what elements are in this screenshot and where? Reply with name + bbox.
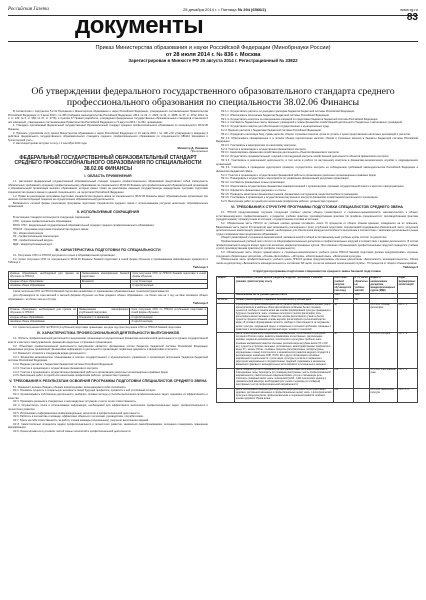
paragraph: ОК 2. Организовывать собственную деятельность, выбирать типовые методы и способы выполнения профессиональных задач, оценивать их эффективность и качество. <box>8 393 208 400</box>
table-cell <box>353 368 369 388</box>
table-cell: среднее общее образование <box>9 279 81 284</box>
order-registration: Зарегистрирован в Минюсте РФ 25 августа 2014 г. Регистрационный № 33822 <box>128 58 298 64</box>
paragraph: 5.2.5. Выполнение работ по одной или нескольким профессиям рабочих, должностям служащих. <box>221 200 339 204</box>
paragraph: 4.3.4. Участие в организации и осуществлении финансовой работы в организациях различных организационно-правовых форм. <box>13 370 169 374</box>
table-cell: 3 года 10 месяцев <box>130 320 208 325</box>
paragraph: ОК 7. Брать на себя ответственность за работу членов команды (подчиненных), результат выполнения заданий. <box>13 419 149 423</box>
site-url[interactable]: www.rg.ru <box>400 6 418 12</box>
paragraph: Профессиональный учебный цикл состоит из общепрофессиональных дисциплин и профессиональных модулей в соответствии с видами деятельности. В состав профессионального модуля входит один или несколько междисциплинарных курсов. При освоении обучающимися профессиональных модулей проводятся учебная и (или) производственная практика (по профилю специальности). <box>216 240 418 251</box>
section-heading: II. ИСПОЛЬЗУЕМЫЕ СОКРАЩЕНИЯ <box>76 210 140 215</box>
table-cell: 2 года 10 месяцев <box>130 315 208 320</box>
table-cell: 1332 <box>353 294 369 299</box>
table-row <box>9 320 208 325</box>
paragraph: ОК 6. Работать в коллективе и команде, эффективно общаться с коллегами, руководством, потребителями. <box>13 415 144 419</box>
table-cell: Срок получения СПО по ППССЗ базовой подготовки в очной форме обучения <box>132 272 206 279</box>
paragraph: ПМ - профессиональный модуль; <box>13 239 54 243</box>
paragraph: 3.1. Получение СПО по ППССЗ допускается только в образовательной организации. <box>13 254 116 258</box>
issue-number: № 294 (6566/2) <box>237 6 266 12</box>
paragraph: 4.3.1. Финансово-экономическое планирование в секторе государственного и муниципального управления и организация исполнения бюджетов бюджетной системы Российской Федерации. <box>8 355 208 363</box>
table-cell: 1 год 10 месяцев <box>131 279 208 284</box>
table-header-cell: Индекс <box>217 277 235 294</box>
paragraph: ПК 1.2. Обеспечивать исполнение бюджетов бюджетной системы Российской Федерации. <box>221 113 330 117</box>
paragraph: ПК 1.3. Осуществлять контроль за совершением операций со средствами бюджетов бюджетной системы Российской Федерации. <box>221 117 379 121</box>
table-cell <box>353 332 369 368</box>
table-row <box>9 271 208 279</box>
paragraph: 1.1. Настоящий федеральный государственный образовательный стандарт среднего профессионального образования представляет собой совокупность обязательных требований к среднему профессиональному образованию по специальности 38.02.06 Финансы для профессиональной образовательной организации и образовательной организации высшего образования, которые имеют право на реализацию имеющих государственную аккредитацию программ подготовки специалистов среднего звена по данной специальности, на территории Российской Федерации. <box>8 180 208 194</box>
table-2 <box>8 307 208 325</box>
paragraph: МДК - междисциплинарный курс. <box>13 243 53 247</box>
paragraph: ОК 3. Принимать решения в стандартных и нестандартных ситуациях и нести за них ответственность. <box>13 400 137 404</box>
table-cell: ОГСЭ.00 <box>217 298 235 303</box>
table-cell <box>217 303 235 332</box>
intro-paragraph: 2. Признать утратившим силу приказ Министерства образования и науки Российской Федерации от 16 марта 2010 г. № 190 «Об утверждении и введении в действие федерального государственного образовательного стандарта среднего профессионального образования по специальности 080114 Экономика и бухгалтерский учет». <box>8 131 208 142</box>
paragraph: 5.2.4. Участие в организации и осуществлении финансовой работы в организациях различных организационно-правовых форм. <box>221 173 377 177</box>
table-cell: 316 <box>333 388 353 402</box>
table-label: Таблица 3 <box>402 265 418 270</box>
paragraph: 6.3. Обязательная часть общего гуманитарного и социально-экономического учебного цикла ППССЗ базовой подготовки должна предусматривать изучение следующих обязательных дисциплин: «Основы философии», «История», «Иностранный язык», «Физическая культура». <box>216 251 418 258</box>
paragraph: для обучающихся по очно-заочной и заочной формам обучения: на базе среднего общего образования - не более чем на 1 год; на базе основного общего образования - не более чем на 1,5 года. <box>8 294 208 301</box>
intro-paragraph: 3. Настоящий приказ вступает в силу с 1 сентября 2014 года. <box>13 142 88 146</box>
paragraph: 3.2. Сроки получения СПО по специальности 38.02.06 Финансы базовой подготовки в очной форме обучения и присваиваемая квалификация приводятся в Таблице 1. <box>8 257 208 265</box>
paragraph: 4.3.5. Выполнение работ по одной или нескольким профессиям рабочих, должностям служащих. <box>13 374 131 378</box>
section-heading: VI. ТРЕБОВАНИЯ К СТРУКТУРЕ ПРОГРАММЫ ПОДГОТОВКИ СПЕЦИАЛИСТОВ СРЕДНЕГО ЗВЕНА <box>230 205 404 210</box>
paragraph: 4.1. Область профессиональной деятельности выпускников: организация и осуществление финансово-экономической деятельности в органах государственной власти и местного самоуправления, финансово-кредитных и страховых организациях. <box>8 337 208 344</box>
paragraph: ОК 4. Осуществлять поиск и использование информации, необходимой для эффективного выполнения профессиональных задач, профессионального и личностного развития. <box>8 404 208 411</box>
section-heading: IV. ХАРАКТЕРИСТИКА ПРОФЕССИОНАЛЬНОЙ ДЕЯТЕЛЬНОСТИ ВЫПУСКНИКОВ <box>36 331 180 336</box>
paragraph: СПО - среднее профессиональное образование; <box>13 220 73 224</box>
table-cell: ОГСЭ.04. Физическая культура <box>369 388 397 402</box>
paragraph: ФГОС СПО - федеральный государственный образовательный стандарт среднего профессионального образования; <box>13 224 155 228</box>
section-heading: V. ТРЕБОВАНИЯ К РЕЗУЛЬТАТАМ ОСВОЕНИЯ ПРОГРАММЫ ПОДГОТОВКИ СПЕЦИАЛИСТОВ СРЕДНЕГО ЗВЕНА <box>9 379 207 384</box>
table-cell: 48 <box>333 303 353 332</box>
table-cell <box>217 368 235 388</box>
section-heading: III. ХАРАКТЕРИСТИКА ПОДГОТОВКИ ПО СПЕЦИАЛЬНОСТИ <box>55 248 161 253</box>
table-cell: 48 <box>333 332 353 368</box>
table-cell: ОК 1 - 9 <box>397 303 417 332</box>
table-cell: ОГСЭ.02. История <box>369 332 397 368</box>
table-row <box>217 388 418 402</box>
paragraph: ППССЗ - программа подготовки специалистов среднего звена; <box>13 227 89 231</box>
paragraph: 4.3.3. Участие в организации и осуществлении финансового контроля. <box>13 366 99 370</box>
table-cell: ОК 1 - 9 <box>397 332 417 368</box>
paragraph: ПК 3.2. Осуществлять предварительный, текущий и последующий контроль хозяйственной деятельности объектов финансового контроля. <box>221 155 390 159</box>
table-cell: Специалист по финансам <box>77 315 130 320</box>
table-cell: ОК 1 - 9 <box>397 368 417 388</box>
table-cell: Наименование квалификации базовой подготовки <box>81 272 130 279</box>
paragraph: 5.2.2. Ведение расчетов с бюджетами бюджетной системы Российской Федерации. <box>221 128 322 132</box>
paragraph: ОК 1. Понимать сущность и социальную значимость своей будущей профессии, проявлять к ней устойчивый интерес. <box>13 389 157 393</box>
table-header-cell: Всего макс. учебной нагрузки обучающегося (час./нед.) <box>333 277 353 294</box>
order-line-2: от 28 июля 2014 г. № 836 г. Москва <box>165 51 261 58</box>
paragraph: 4.3.2. Ведение расчетов с бюджетами бюджетной системы Российской Федерации. <box>13 363 114 367</box>
paragraph: ПК 4.4. Оформлять финансовые документы и отчеты. <box>221 188 287 192</box>
table-header-cell: Коды формируемых компетенций <box>397 277 417 294</box>
table-row <box>217 303 418 332</box>
paragraph: ПК 3.1. Анализировать финансово-хозяйственную деятельность объектов финансового контроля. <box>221 151 340 155</box>
paragraph: ПК 1.5. Осуществлять закупки для обеспечения государственных и муниципальных нужд. <box>221 125 330 129</box>
table-cell: 392 <box>353 298 369 303</box>
paragraph: ПК 2.1. Определять налоговую базу, суммы налогов, сборов, страховых взносов, сроки их уплаты и сроки представления налоговых деклараций и расчетов. <box>221 132 411 136</box>
table-cell: ОГСЭ.01. Основы философии <box>369 303 397 332</box>
paragraph: ПК 3.3. Участвовать в ревизионной деятельности, в том числе в работе по внутреннему контролю в финансово-экономических службах и подразделениях организаций. <box>216 159 418 166</box>
paragraph: ОК 9. Ориентироваться в условиях частой смены технологий в профессиональной деятельности. <box>13 430 132 434</box>
table-row <box>217 368 418 388</box>
paragraph: ПК 1.1. Осуществлять расчеты по доходам и расходам бюджетов бюджетной системы Российской Федерации. <box>221 110 355 113</box>
paragraph: 5.2.3. Участие в организации и осуществлении финансового контроля. <box>221 147 307 151</box>
table-1 <box>8 271 208 289</box>
table-label: Таблица 1 <box>192 264 208 269</box>
paragraph: 5.1. Финансист должен обладать общими компетенциями, включающими в себя способность: <box>13 385 127 389</box>
paragraph: ПК 4.5. Проводить мониторинг финансовых рынков, финансовых инструментов, кредитоспособности заемщиков. <box>221 192 359 196</box>
table-cell: основное общее образование <box>9 320 78 325</box>
table-cell <box>77 320 130 325</box>
paragraph: 4.2. Объектами профессиональной деятельности выпускников являются: финансовые потоки бюджетов бюджетной системы Российской Федерации; финансовые ресурсы организаций; финансовая информация о деятельности организаций; первичные документы и финансовая отчетность. <box>8 344 208 352</box>
section-heading: I. ОБЛАСТЬ ПРИМЕНЕНИЯ <box>84 174 132 179</box>
paragraph: ПК 2.3. Участвовать в мероприятиях по налоговому контролю. <box>221 143 297 147</box>
table-cell <box>353 388 369 402</box>
table-header-cell: В т.ч. часов обязательных учебных занятий <box>354 277 368 292</box>
table-row <box>9 308 208 316</box>
table-cell <box>217 388 235 402</box>
paragraph: Возможность сетевой формы реализации программы подготовки специалистов среднего звена с использованием ресурсов нескольких образовательных организаций. <box>8 201 208 209</box>
appendix-label: Приложение <box>190 149 208 154</box>
table-cell: основное общее образование <box>9 284 81 289</box>
table-cell: среднее общее образование <box>9 315 78 320</box>
table-header-cell: Наименование учебных циклов, разделов, модулей, требования к знаниям, умениям, практическому опыту <box>235 277 334 294</box>
minister-signature: Министр Д. Ливанов <box>177 145 208 150</box>
signature-block <box>8 147 208 154</box>
table-cell: Уровень образования, необходимый для приема на обучение по ППССЗ <box>10 272 79 279</box>
intro-paragraph: В соответствии с подпунктом 5.2.41 Положения о Министерстве образования и науки Российской Федерации, утвержденного постановлением Правительства Российской Федерации от 3 июня 2013 г. № 466 (Собрание законодательства Российской Федерации, 2013, № 23, ст. 2923; № 33, ст. 4386; № 37, ст. 4702; 2014, № 2, ст. 126; № 6, ст. 582; № 27, ст. 3776), и пунктом 17 Правил разработки, утверждения федеральных государственных образовательных стандартов и внесения в них изменений, утвержденных постановлением Правительства Российской Федерации от 5 августа 2013 г. № 661, приказываю: <box>8 110 208 124</box>
table-caption: Структура программы подготовки специалистов среднего звена базовой подготовки <box>253 269 381 274</box>
table-cell <box>353 303 369 332</box>
masthead <box>8 3 418 23</box>
order-header <box>40 45 386 65</box>
issue-info <box>183 7 266 12</box>
paragraph: ПК 1.4. Составлять бюджетные сметы казенных учреждений и планы финансово-хозяйственной деятельности бюджетных и автономных учреждений. <box>221 121 403 125</box>
paragraph: ОК - общая компетенция; <box>13 231 44 235</box>
paragraph: 6.1. ППССЗ предусматривает изучение следующих учебных циклов: общего гуманитарного и социально-экономического; математического и общего естественнонаучного; профессионального; и разделов: учебная практика; производственная практика (по профилю специальности); производственная практика (преддипломная); промежуточная аттестация; государственная итоговая аттестация. <box>216 211 418 222</box>
paragraph: ПК - профессиональная компетенция; <box>13 235 60 239</box>
paragraph: ПК 4.3. Обеспечивать осуществление финансовых взаимоотношений с организациями, органами государственной власти и местного самоуправления. <box>221 185 405 189</box>
table-cell: уметь: использовать физкультурно-оздоровительную деятельность для укрепления здоровья, достижения жизненных и профессиональных целей; знать: о роли физической культуры в общекультурном, профессиональном и социальном развитии человека; основы здорового образа жизни; <box>235 389 332 401</box>
table-cell: Уровень образования, необходимый для приема на обучение по ППССЗ <box>10 308 76 315</box>
table-cell: уметь: ориентироваться в современной экономической, политической и культурной ситуации в России и мире; выявлять взаимосвязь отечественных, региональных, мировых социально-экономических, политических и культурных проблем; знать: основные направления развития ключевых регионов мира на рубеже веков (XX и XXI вв.); сущность и причины локальных, региональных, межгосударственных конфликтов в конце XX - начале XXI вв.; основные процессы (интеграционные, поликультурные, миграционные и иные) политического и экономического развития ведущих государств и регионов мира; назначение ООН, НАТО, ЕС и других организаций и основные направления их деятельности; о роли науки, культуры и религии в сохранении и укреплении национальных и государственных традиций; содержание и назначение важнейших правовых и законодательных актов мирового и регионального значения; <box>235 332 334 368</box>
standard-heading: ФЕДЕРАЛЬНЫЙ ГОСУДАРСТВЕННЫЙ ОБРАЗОВАТЕЛЬНЫЙ СТАНДАРТ СРЕДНЕГО ПРОФЕССИОНАЛЬНОГО ОБРАЗОВАНИЯ ПО СПЕЦИАЛЬНОСТИ 38.02.06 ФИНАНСЫ <box>14 154 202 173</box>
paragraph: ПК 4.6. Участвовать в организации и осуществлении внутреннего контроля финансово-хозяйственной деятельности организации. <box>221 196 379 200</box>
issue-date: 25 декабря 2014 г. • Пятница <box>183 6 237 12</box>
paragraph: ПК 2.2. Обеспечивать своевременное и в полном объеме перечисление налогов, сборов и страховых взносов в бюджеты бюджетной системы Российской Федерации. <box>216 136 418 144</box>
right-column <box>216 110 418 403</box>
table-cell: 2 года 10 месяцев <box>131 284 208 289</box>
paragraph: 1.2. Право на реализацию программы подготовки специалистов среднего звена по специальности 38.02.06 Финансы имеет образовательная организация при наличии соответствующей лицензии на осуществление образовательной деятельности. <box>8 194 208 202</box>
table-cell: Обязательная часть учебных циклов ППССЗ <box>235 294 334 299</box>
header-rule <box>8 41 418 42</box>
intro-paragraph: 1. Утвердить прилагаемый федеральный государственный образовательный стандарт среднего профессионального образования по специальности 38.02.06 Финансы. <box>8 124 208 131</box>
table-cell: В результате изучения обязательной части учебного цикла обучающийся должен: уметь: ориентироваться в наиболее общих философских проблемах бытия, познания, ценностей, свободы и смысла жизни как основах формирования культуры гражданина и будущего специалиста; знать: основные категории и понятия философии; роль философии в жизни человека и общества; основы философского учения о бытии; сущность процесса познания; основы научной, философской и религиозной картин мира; об условиях формирования личности, свободе и ответственности за сохранение жизни, культуры, окружающей среды; о социальных и этических проблемах, связанных с развитием и использованием достижений науки, техники и технологий; <box>235 303 332 331</box>
table-cell: Финансист <box>80 279 130 284</box>
table-cell: 1998 <box>333 294 353 299</box>
paragraph: 3.3. Сроки получения СПО по ППССЗ углубленной подготовки превышают на один год срок получения СПО по ППССЗ базовой подготовки. <box>13 326 182 330</box>
paragraph: ПК 3.4. Участвовать в проведении аудиторских проверок, осуществлять контроль за соблюдением требований законодательства Российской Федерации в финансово-бюджетной сфере. <box>216 166 418 173</box>
document-title: Об утверждении федерального государственного образовательного стандарта среднего профессионального образования по специальности 38.02.06 Финансы <box>31 86 395 108</box>
paragraph: ПК 4.2. Составлять финансовые планы организации. <box>221 181 286 185</box>
order-line-1: Приказ Министерства образования и науки Российской Федерации (Минобрнауки России) <box>95 45 331 51</box>
table-cell: Срок получения СПО по ППССЗ углубленной подготовки в очной форме обучения <box>131 308 206 315</box>
table-cell: 588 <box>333 298 353 303</box>
left-column <box>8 110 208 434</box>
table-cell: ОГСЭ.03. Иностранный язык <box>369 368 397 388</box>
paragraph: ПК 4.1. Планировать и осуществлять мероприятия по управлению финансовыми ресурсами организации. <box>221 177 350 181</box>
table-label: Таблица 2 <box>192 301 208 305</box>
paragraph: Сроки получения СПО по ППССЗ базовой подготовки независимо от применяемых образовательных технологий увеличиваются: <box>13 290 170 294</box>
table-row <box>217 332 418 368</box>
table-cell <box>80 284 130 289</box>
table-cell: 176 <box>333 368 353 388</box>
paper-name: Российская Газета <box>8 6 49 12</box>
paragraph: ОК 8. Самостоятельно определять задачи профессионального и личностного развития, заниматься самообразованием, осознанно планировать повышение квалификации. <box>8 422 208 430</box>
table-3 <box>216 276 418 403</box>
page-number: 83 <box>406 12 418 23</box>
paragraph: 4.3. Финансист готовится к следующим видам деятельности: <box>13 351 87 355</box>
paragraph: ОК 5. Использовать информационно-коммуникационные технологии в профессиональной деятельности. <box>13 411 141 415</box>
table-cell: Наименование квалификации углубленной подготовки <box>78 308 129 315</box>
paragraph: Общий гуманитарный и социально-экономический, математический и общий естественнонаучный учебные циклы состоят из дисциплин. <box>221 236 388 240</box>
table-header-row <box>217 277 418 294</box>
table-cell: Общий гуманитарный и социально-экономический учебный цикл <box>235 298 334 303</box>
section-title: документы <box>75 12 204 39</box>
table-cell: ОК 2, 3, 6 <box>397 388 417 402</box>
paragraph: 6.2. Обязательная часть ППССЗ по учебным циклам должна составлять около 70 процентов от общего объема времени, отведенного на их освоение. Вариативная часть (около 30 процентов) дает возможность расширения и (или) углубления подготовки, определяемой содержанием обязательной части, получения дополнительных компетенций, умений и знаний, необходимых для обеспечения конкурентоспособности выпускника в соответствии с запросами регионального рынка труда и возможностями продолжения образования. <box>216 222 418 236</box>
table-cell: уметь: общаться (устно и письменно) на иностранном языке на профессиональные и повседневные темы; переводить (со словарем) иностранные тексты профессиональной направленности; самостоятельно совершенствовать устную и письменную речь, пополнять словарный запас; знать: лексический (1200 - 1400 лексических единиц) и грамматический минимум, необходимый для чтения и перевода (со словарем) иностранных текстов профессиональной направленности; <box>235 368 334 388</box>
paragraph: Обязательная часть профессионального учебного цикла ППССЗ должна предусматривать изучение дисциплины «Безопасность жизнедеятельности». Объем часов на дисциплину «Безопасность жизнедеятельности» составляет 68 часов, из них на освоение основ военной службы - 70 процентов от общего объема времени. <box>216 258 418 265</box>
table-row <box>9 284 208 289</box>
table-header-cell: Индекс и наименование дисциплин, междисциплинарных курсов (МДК) <box>369 277 397 294</box>
table-cell <box>217 332 235 368</box>
paragraph: В настоящем стандарте используются следующие сокращения: <box>13 216 91 220</box>
